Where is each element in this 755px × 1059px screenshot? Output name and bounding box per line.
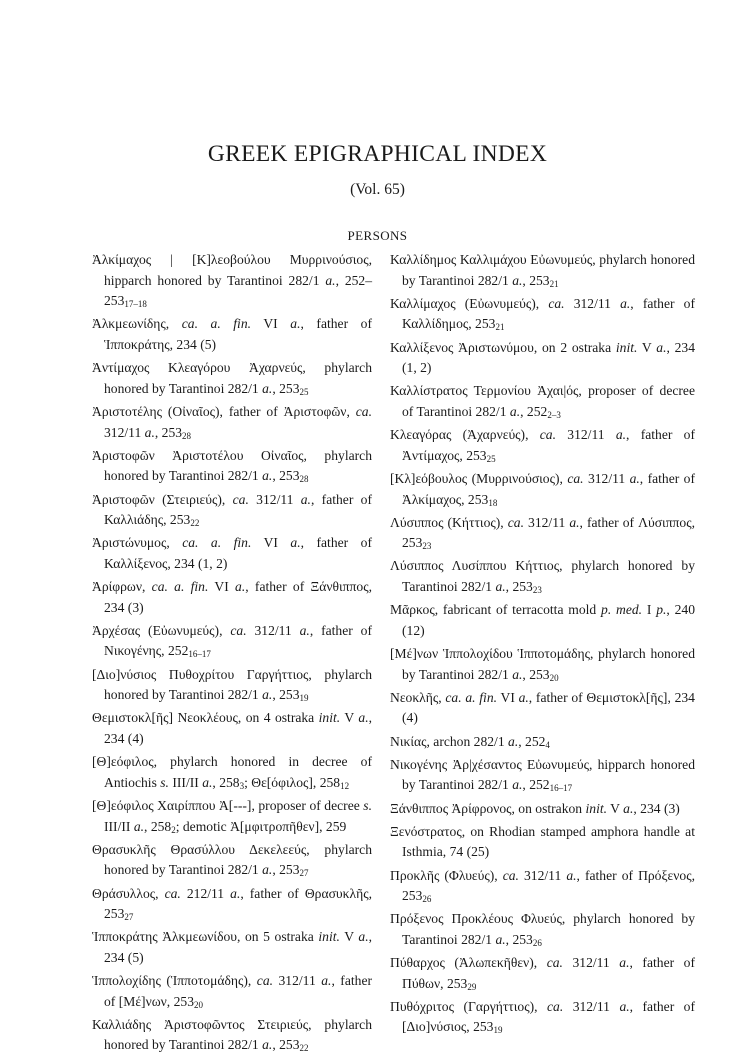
entry-text: Προκλῆς (Φλυεύς), [390,867,503,883]
entry-abbrev: s. [363,797,372,813]
index-entry [92,314,372,355]
index-column-right [390,250,695,1041]
entry-text: [Θ]εόφιλος, phylarch honored in decree of Antiochis [92,754,372,790]
entry-text: Ἀριστώνυμος, [92,535,183,551]
entry-abbrev: a. [495,579,506,595]
entry-text: VI [208,579,236,595]
page-title: GREEK EPIGRAPHICAL INDEX [207,141,548,167]
index-entry [92,621,372,662]
entry-text: , 252 [520,403,548,419]
entry-text: , father of Θεμιστοκλ[ῆς], 234 (4) [402,689,695,726]
entry-text: , 258 [212,774,240,790]
entry-text: V [340,710,359,726]
entry-text: 312/11 [518,867,567,883]
entry-line-ref: 20 [194,999,203,1010]
index-entry [390,732,695,753]
entry-abbrev: init. [318,929,340,945]
entry-abbrev: a. [202,774,213,790]
entry-text: , 258 [144,818,172,834]
index-entry [390,469,695,510]
entry-text: , father of Καλλιάδης, 253 [104,491,372,528]
entry-line-ref: 3 [239,780,245,791]
entry-text: , 253 [272,380,300,396]
entry-text: , father of Καλλίξενος, 234 (1, 2) [104,535,372,571]
entry-text: Ἱπποκράτης Ἀλκμεωνίδου, on 5 ostraka [92,929,319,945]
entry-abbrev: ca. [230,622,247,638]
entry-abbrev: a. [262,687,273,703]
entry-abbrev: init. [318,710,341,726]
entry-line-ref: 17–18 [124,299,147,310]
index-entry [390,755,695,796]
entry-text: , 252 [518,733,546,749]
entry-line-ref: 25 [299,386,309,397]
index-entry [390,644,695,685]
entry-line-ref: 27 [124,912,134,923]
entry-line-ref: 20 [549,672,559,683]
entry-text: Λύσιππος (Κήττιος), [390,514,508,530]
entry-text: I [642,602,657,618]
index-entry [92,884,372,925]
index-entry [390,909,695,950]
entry-abbrev: a. [262,1037,273,1053]
entry-abbrev: a. [512,272,523,288]
entry-line-ref: 19 [299,693,309,704]
index-entry [390,799,695,820]
entry-abbrev: a. [619,998,630,1014]
entry-abbrev: a. [262,468,273,484]
entry-text: Ἀριστοτέλης (Οἰναῖος), father of Ἀριστοφῶν, [92,403,356,419]
entry-abbrev: a. [518,689,529,705]
entry-text: , father of Ἱπποκράτης, 234 (5) [104,316,372,352]
entry-text: 312/11 [248,491,301,507]
index-entry [92,250,372,312]
entry-text: [Θ]εόφιλος Χαιρίππου Ἀ[---], proposer of decree [92,797,364,813]
entry-abbrev: a. [299,622,310,638]
entry-text: , father of Πύθων, 253 [402,955,695,991]
entry-line-ref: 18 [488,497,498,508]
entry-text: 312/11 [556,427,616,443]
entry-text: , 252 [522,777,550,793]
entry-abbrev: ca. [546,955,563,971]
index-entry [390,600,695,641]
entry-abbrev: ca. [507,514,524,530]
entry-line-ref: 27 [299,868,309,879]
entry-abbrev: s. [160,774,169,790]
entry-abbrev: a. [569,514,580,530]
entry-text: , 253 [154,424,183,440]
index-entry [390,997,695,1038]
index-entry [390,556,695,597]
entry-line-ref: 22 [299,1043,309,1054]
entry-text: VI [497,689,519,705]
entry-abbrev: a. [230,885,241,901]
entry-text: [Κλ]εόβουλος (Μυρρινούσιος), [390,470,568,486]
entry-text: , father of Νικογένης, 252 [104,622,372,659]
entry-text: 312/11 [564,295,621,311]
entry-text: Νικίας, archon 282/1 [390,733,509,749]
entry-abbrev: a. [656,339,667,355]
entry-text: Ἀριστοφῶν Ἀριστοτέλου Οἰναῖος, phylarch honored by Tarantinoi 282/1 [92,447,372,484]
entry-text: , 253 [272,862,300,878]
entry-text: Καλλίξενος Ἀριστωνύμου, on 2 ostraka [390,339,616,355]
entry-line-ref: 25 [486,453,496,464]
entry-text: , father of [Διο]νύσιος, 253 [402,998,696,1035]
entry-abbrev: ca. [232,491,249,507]
entry-text: Ἱππολοχίδης (Ἱπποτομάδης), [92,973,257,989]
entry-text: , father of Πρόξενος, 253 [402,867,695,904]
entry-abbrev: a. [615,427,627,443]
entry-text: V [339,929,359,945]
entry-text: , 253 [272,687,300,703]
entry-text: III/II [168,774,203,790]
entry-abbrev: ca. a. fin. [182,535,252,551]
entry-line-ref: 19 [493,1025,503,1036]
entry-text: , father of Καλλίδημος, 253 [402,295,695,332]
entry-text: 312/11 [562,955,620,971]
index-entry [390,294,695,335]
entry-abbrev: a. [321,973,332,989]
entry-text: [Μέ]νων Ἱππολοχίδου Ἱπποτομάδης, phylarch honored by Tarantinoi 282/1 [390,646,695,682]
index-entry [390,381,695,422]
entry-abbrev: init. [585,800,608,816]
index-entry [92,577,372,618]
entry-text: , 252–253 [104,272,373,309]
entry-line-ref: 23 [422,541,432,552]
entry-text: Ἀλκίμαχος | [Κ]λεοβούλου Μυρρινούσιος, hipparch honored by Tarantinoi 282/1 [92,252,372,288]
entry-abbrev: a. [619,955,630,971]
entry-abbrev: ca. [539,427,556,443]
index-entry [92,490,372,531]
entry-abbrev: a. [262,380,273,396]
index-entry [390,513,695,554]
entry-text: , 253 [272,468,300,484]
entry-text: Ἀντίμαχος Κλεαγόρου Ἀχαρνεύς, phylarch honored by Tarantinoi 282/1 [92,360,372,396]
entry-abbrev: a. [512,666,523,682]
index-entry [390,250,695,291]
entry-line-ref: 28 [299,474,309,485]
index-entry [390,338,695,379]
entry-text: [Διο]νύσιος Πυθοχρίτου Γαργήττιος, phylarch honored by Tarantinoi 282/1 [92,666,372,703]
entry-text: ; demotic Ἀ[μφιτροπῆθεν], 259 [175,818,347,834]
entry-abbrev: a. [629,470,640,486]
entry-abbrev: a. [133,818,145,834]
entry-abbrev: a. [566,867,577,883]
entry-text: Ἀρίφρων, [92,579,152,595]
entry-text: , 234 (1, 2) [402,339,696,376]
entry-text: 312/11 [563,998,620,1014]
entry-text: 312/11 [523,514,570,530]
entry-text: Θράσυλλος, [92,885,165,901]
entry-abbrev: a. [290,316,301,332]
index-entry [92,971,372,1012]
index-entry [92,752,372,793]
entry-text: Πυθόχριτος (Γαργήττιος), [390,998,548,1014]
entry-abbrev: p. med. [601,602,643,618]
entry-text: V [637,339,657,355]
entry-text: , 253 [505,931,533,947]
entry-line-ref: 23 [532,585,542,596]
entry-text: , 253 [272,1037,300,1053]
entry-abbrev: ca. [355,403,372,419]
entry-text: Ξενόστρατος, on Rhodian stamped amphora handle at Isthmia, 74 (25) [390,823,695,860]
entry-text: 312/11 [583,470,630,486]
entry-line-ref: 4 [545,739,550,750]
entry-text: Νικογένης Ἀρ|χέσαντος Εὐωνυμεύς, hipparch honored by Tarantinoi 282/1 [390,756,695,793]
entry-line-ref: 21 [549,278,559,289]
index-entry [92,796,372,837]
entry-abbrev: a. [495,931,506,947]
entry-text: , father of Θρασυκλῆς, 253 [104,885,372,922]
entry-text: , father of [Μέ]νων, 253 [104,973,373,1009]
entry-text: 212/11 [180,885,231,901]
entry-abbrev: a. [300,491,311,507]
entry-text: , father of Ἀλκίμαχος, 253 [402,470,695,507]
entry-abbrev: a. [290,535,301,551]
entry-text: Ἀρχέσας (Εὐωνυμεύς), [92,622,231,638]
index-entry [390,953,695,994]
entry-line-ref: 12 [340,780,350,791]
index-column-left [92,250,372,1059]
index-entry [92,402,372,443]
index-entry [390,866,695,907]
entry-text: Ξάνθιππος Ἀρίφρονος, on ostrakon [390,800,586,816]
entry-text: , 234 (4) [104,710,372,746]
section-heading: PERSONS [347,228,408,243]
entry-abbrev: a. [262,862,273,878]
entry-abbrev: p. [656,602,667,618]
entry-text: 312/11 [246,622,300,638]
entry-text: Θρασυκλῆς Θρασύλλου Δεκελεεύς, phylarch honored by Tarantinoi 282/1 [92,841,372,878]
entry-text: Καλλίμαχος (Εὐωνυμεύς), [390,295,549,311]
index-entry [92,1015,372,1056]
entry-abbrev: ca. [256,973,274,989]
entry-text: III/II [104,818,134,834]
index-entry [92,665,372,706]
entry-abbrev: ca. [502,867,519,883]
entry-abbrev: ca. [164,885,181,901]
entry-text: 312/11 [104,424,145,440]
entry-abbrev: a. [508,733,519,749]
entry-abbrev: ca. [547,998,564,1014]
entry-text: Καλλίδημος Καλλιμάχου Εὐωνυμεύς, phylarch honored by Tarantinoi 282/1 [390,252,695,288]
entry-abbrev: ca. a. fin. [445,689,498,705]
entry-text: Καλλιάδης Ἀριστοφῶντος Στειριεύς, phylarch honored by Tarantinoi 282/1 [92,1016,372,1053]
entry-abbrev: ca. a. fin. [151,579,209,595]
entry-line-ref: 26 [532,937,542,948]
entry-text: , father of Λύσιππος, 253 [402,514,695,551]
entry-abbrev: a. [358,929,369,945]
entry-text: Νεοκλῆς, [390,689,446,705]
entry-text: , 234 (5) [104,929,372,965]
volume-label: (Vol. 65) [350,181,405,198]
entry-abbrev: a. [235,579,246,595]
entry-abbrev: ca. [567,470,584,486]
entry-line-ref: 2–3 [547,409,561,420]
entry-text: Καλλίστρατος Τερμονίου Ἀχαι|ός, proposer of decree of Tarantinoi 282/1 [390,383,695,419]
entry-text: , 253 [505,579,533,595]
entry-abbrev: ca. [548,295,565,311]
entry-abbrev: a. [623,800,634,816]
index-entry [390,425,695,466]
entry-text: VI [251,316,291,332]
entry-text: V [607,800,624,816]
entry-line-ref: 22 [190,518,200,529]
entry-abbrev: a. [620,295,631,311]
entry-text: , 234 (3) [633,800,680,816]
index-entry [92,927,372,968]
entry-text: Λύσιππος Λυσίππου Κήττιος, phylarch honored by Tarantinoi 282/1 [390,558,695,595]
entry-text: ; Θε[όφιλος], 258 [244,774,341,790]
entry-abbrev: a. [358,710,369,726]
index-entry [92,708,372,749]
entry-text: , father of Ἀντίμαχος, 253 [402,427,695,463]
entry-text: , 253 [522,272,550,288]
entry-abbrev: ca. a. fin. [181,316,252,332]
entry-line-ref: 16–17 [188,649,211,660]
entry-abbrev: init. [615,339,638,355]
entry-text: , father of Ξάνθιππος, 234 (3) [104,579,372,615]
index-entry [92,533,372,574]
entry-abbrev: a. [144,424,155,440]
index-entry [92,446,372,487]
entry-text: 312/11 [273,973,322,989]
entry-text: Πρόξενος Προκλέους Φλυεύς, phylarch honored by Tarantinoi 282/1 [390,911,695,947]
entry-line-ref: 26 [422,894,432,905]
index-entry [92,358,372,399]
index-entry [390,822,695,863]
entry-text: Θεμιστοκλ[ῆς] Νεοκλέους, on 4 ostraka [92,710,319,726]
entry-abbrev: a. [512,777,523,793]
entry-text: Κλεαγόρας (Ἀχαρνεύς), [390,427,540,443]
entry-line-ref: 29 [467,981,477,992]
entry-text: VI [251,535,291,551]
index-entry [390,688,695,729]
entry-text: , 240 (12) [402,602,696,638]
entry-line-ref: 2 [171,824,176,835]
entry-line-ref: 28 [182,430,192,441]
entry-text: , 253 [522,666,550,682]
index-entry [92,840,372,881]
entry-text: Μᾶρκος, fabricant of terracotta mold [390,602,602,618]
entry-text: Ἀλκμεωνίδης, [92,316,182,332]
entry-line-ref: 16–17 [549,783,573,794]
entry-text: Ἀριστοφῶν (Στειριεύς), [92,491,233,507]
entry-text: Πύθαρχος (Ἀλωπεκῆθεν), [390,955,547,971]
entry-abbrev: a. [509,403,521,419]
entry-abbrev: a. [325,272,336,288]
entry-line-ref: 21 [495,322,505,333]
